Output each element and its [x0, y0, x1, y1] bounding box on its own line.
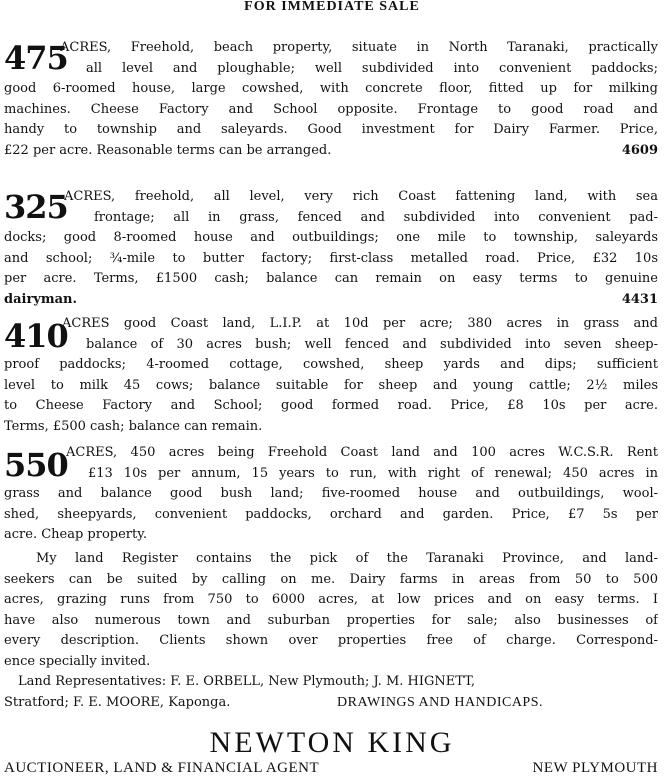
listing-line-text: Terms, £500 cash; balance can remain.: [4, 418, 263, 434]
listing-line: level to milk 45 cows; balance suitable for sheep and young cattle; 2½ miles: [4, 377, 658, 393]
register-line: seekers can be suited by calling on me. Dairy farms in areas from 50 to 500: [4, 571, 658, 587]
representatives-line: Land Representatives: F. E. ORBELL, New Plymouth; J. M. HIGNETT,: [18, 674, 476, 689]
listing-line-last: [4, 417, 658, 438]
listing-325: [4, 187, 658, 311]
land-representatives: [4, 672, 658, 713]
drawings-handicaps-text: DRAWINGS AND HANDICAPS.: [337, 694, 544, 710]
agent-title: AUCTIONEER, LAND & FINANCIAL AGENT: [4, 760, 320, 776]
land-register-paragraph: [4, 549, 658, 673]
agent-name: NEWTON KING: [209, 726, 455, 759]
listing-line: all level and ploughable; well subdivided into convenient paddocks;: [86, 60, 658, 76]
register-line: every description. Clients shown over properties free of charge. Correspond-: [4, 633, 658, 649]
listing-410: [4, 314, 658, 438]
representatives-line-2: [4, 693, 658, 714]
listing-line: to Cheese Factory and School; good formed road. Price, £8 10s per acre.: [4, 398, 658, 414]
listing-line-last: [4, 525, 658, 546]
listing-line: ACRES, Freehold, beach property, situate in North Taranaki, practically: [60, 40, 658, 55]
listing-line-text: dairyman.: [4, 291, 78, 307]
listing-475: [4, 38, 658, 162]
agent-location: NEW PLYMOUTH: [532, 760, 658, 776]
listing-line: £13 10s per annum, 15 years to run, with right of renewal; 450 acres in: [88, 465, 658, 481]
listing-line: and school; ¾-mile to butter factory; first-class metalled road. Price, £32 10s: [4, 250, 658, 266]
register-line: My land Register contains the pick of the Taranaki Province, and land-: [36, 551, 658, 566]
acreage-number: 550: [4, 446, 68, 484]
listing-line: ACRES, freehold, all level, very rich Coast fattening land, with sea: [64, 189, 658, 204]
listing-line-last: [4, 290, 658, 311]
listing-line: handy to township and saleyards. Good investment for Dairy Farmer. Price,: [4, 122, 658, 138]
register-line: ence specially invited.: [4, 653, 151, 669]
listing-line-text: £22 per acre. Reasonable terms can be arranged.: [4, 142, 332, 158]
reference-number: 4431: [621, 291, 658, 307]
listing-line: proof paddocks; 4-roomed cottage, cowshed, sheep yards and dips; sufficient: [4, 357, 658, 373]
register-line: acres, grazing runs from 750 to 6000 acres, at low prices and on easy terms. I: [4, 592, 658, 608]
ad-heading: FOR IMMEDIATE SALE: [244, 0, 420, 14]
representatives-text: Stratford; F. E. MOORE, Kaponga.: [4, 694, 231, 710]
listing-line: good 6-roomed house, large cowshed, with concrete floor, fitted up for milking: [4, 81, 658, 97]
listing-line: ACRES good Coast land, L.I.P. at 10d per acre; 380 acres in grass and: [62, 316, 658, 331]
acreage-number: 410: [4, 317, 68, 355]
listing-line: balance of 30 acres bush; well fenced and subdivided into seven sheep-: [86, 336, 658, 352]
listing-line-text: acre. Cheap property.: [4, 527, 147, 543]
register-line: have also numerous town and suburban properties for sale; also businesses of: [4, 612, 658, 628]
listing-line: machines. Cheese Factory and School opposite. Frontage to good road and: [4, 101, 658, 117]
listing-line: docks; good 8-roomed house and outbuildings; one mile to township, saleyards: [4, 230, 658, 246]
listing-line: grass and balance good bush land; five-roomed house and outbuildings, wool-: [4, 486, 658, 502]
listing-line-last: [4, 141, 658, 162]
listing-line: per acre. Terms, £1500 cash; balance can remain on easy terms to genuine: [4, 271, 658, 287]
listing-line: shed, sheepyards, convenient paddocks, orchard and garden. Price, £7 5s per: [4, 506, 658, 522]
listing-line: ACRES, 450 acres being Freehold Coast land and 100 acres W.C.S.R. Rent: [66, 445, 658, 460]
acreage-number: 475: [4, 39, 68, 77]
listing-550: [4, 443, 658, 546]
acreage-number: 325: [4, 188, 68, 226]
reference-number: 4609: [621, 142, 658, 158]
listing-line: frontage; all in grass, fenced and subdivided into convenient pad-: [94, 209, 658, 225]
